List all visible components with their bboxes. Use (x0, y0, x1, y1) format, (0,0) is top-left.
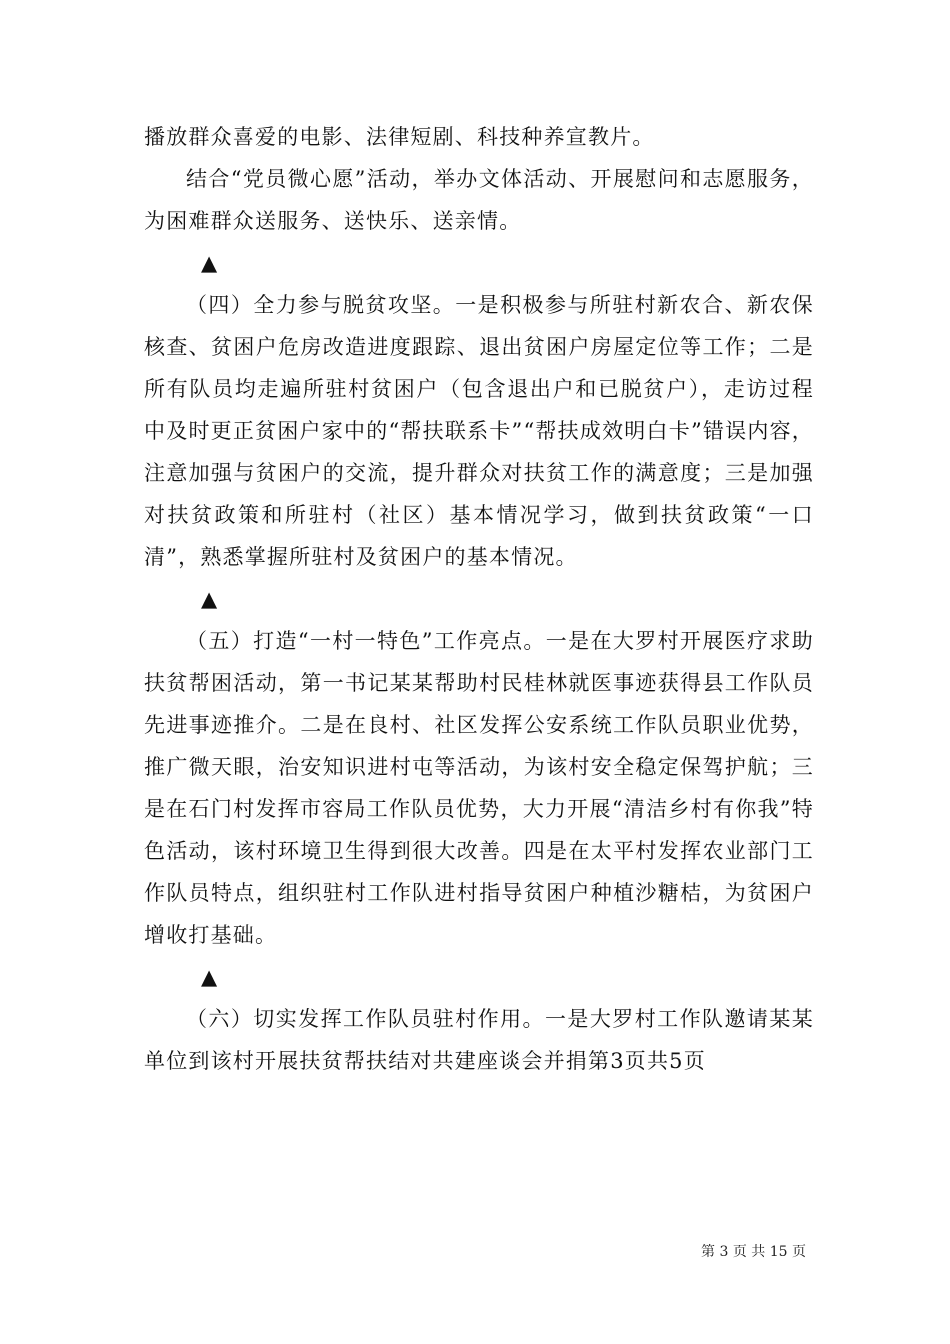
triangle-marker-icon: ▲ (201, 587, 219, 611)
paragraph-section-5: （五）打造“一村一特色”工作亮点。一是在大罗村开展医疗求助扶贫帮困活动，第一书记某某帮助村民桂林就医事迹获得县工作队员先进事迹推介。二是在良村、社区发挥公安系统工作队员职业优势，推广微天眼，治安知识进村屯等活动，为该村安全稳定保驾护航；三是在石门村发挥市容局工作队员优势，大力开展“清洁乡村有你我”特色活动，该村环境卫生得到很大改善。四是在太平村发挥农业部门工作队员特点，组织驻村工作队进村指导贫困户种植沙糖桔，为贫困户增收打基础。 (144, 629, 814, 947)
triangle-marker-icon: ▲ (201, 965, 219, 989)
paragraph-section-6: （六）切实发挥工作队员驻村作用。一是大罗村工作队邀请某某单位到该村开展扶贫帮扶结对共建座谈会并捐第3页共5页 (144, 1007, 814, 1073)
triangle-marker-icon: ▲ (201, 251, 219, 275)
paragraph-1: 播放群众喜爱的电影、法律短剧、科技种养宣教片。 (144, 125, 655, 149)
page-number-footer: 第 3 页 共 15 页 (701, 1244, 806, 1260)
paragraph-section-4: （四）全力参与脱贫攻坚。一是积极参与所驻村新农合、新农保核查、贫困户危房改造进度跟踪、退出贫困户房屋定位等工作；二是所有队员均走遍所驻村贫困户（包含退出户和已脱贫户），走访过程中及时更正贫困户家中的“帮扶联系卡”“帮扶成效明白卡”错误内容，注意加强与贫困户的交流，提升群众对扶贫工作的满意度；三是加强对扶贫政策和所驻村（社区）基本情况学习，做到扶贫政策“一口清”，熟悉掌握所驻村及贫困户的基本情况。 (144, 293, 814, 569)
document-body (144, 116, 814, 1082)
paragraph-2: 结合“党员微心愿”活动，举办文体活动、开展慰问和志愿服务，为困难群众送服务、送快乐、送亲情。 (144, 167, 814, 233)
